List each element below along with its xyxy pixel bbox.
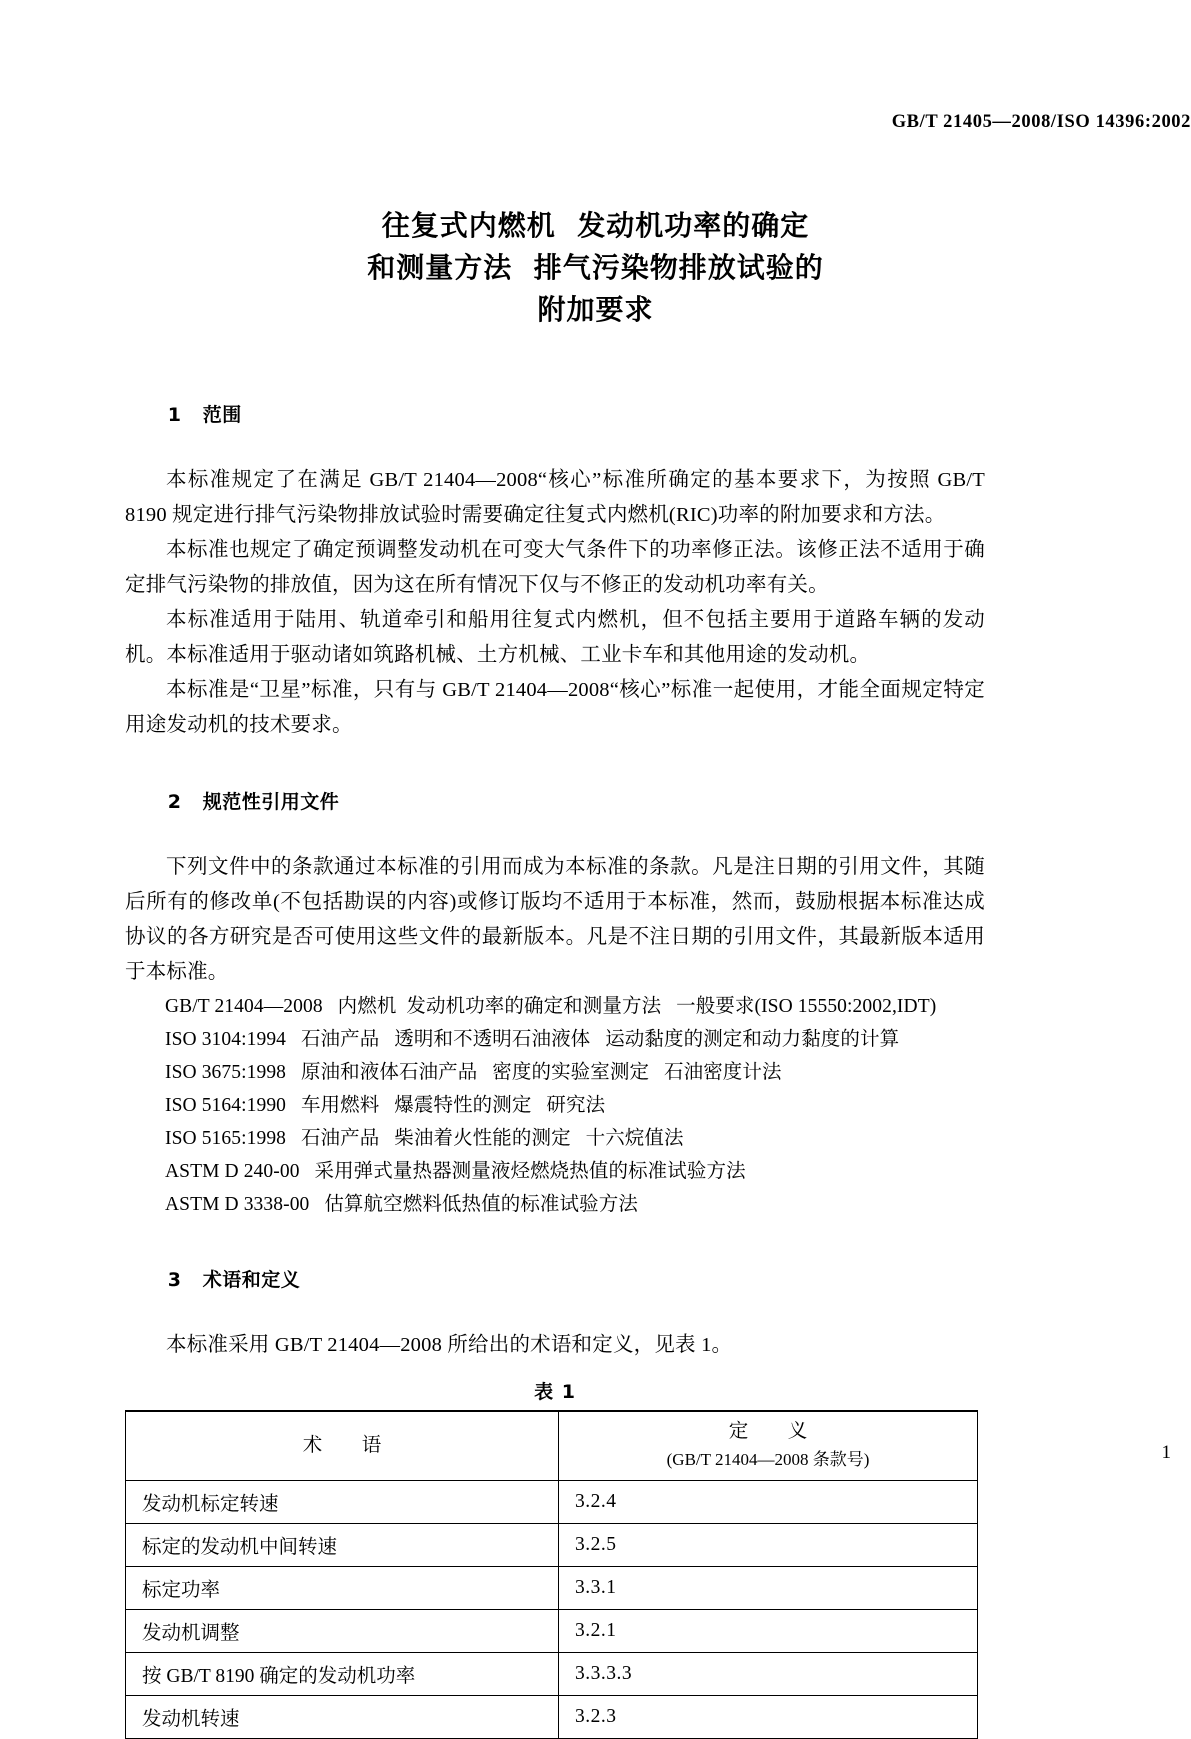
section-heading-1 [125,378,985,449]
title-line-2: 和测量方法 排气污染物排放试验的 [367,251,824,284]
table-cell-definition: 3.3.3.3 [559,1653,978,1696]
table-row [126,1567,978,1610]
table-header-row [126,1411,978,1481]
table-caption: 表 1 [534,1381,576,1403]
table-cell-term: 标定的发动机中间转速 [126,1524,559,1567]
table-cell-term: 标定功率 [126,1567,559,1610]
section-title-2: 规范性引用文件 [202,791,340,813]
section-number-3: 3 [167,1269,182,1291]
table-header-term-label: 术 语 [302,1435,392,1456]
section-heading-2 [125,765,985,836]
reference-item: ISO 5165:1998 石油产品 柴油着火性能的测定 十六烷值法 [165,1128,684,1149]
table-header-definition-label: 定 义 [728,1421,818,1442]
section-title-3: 术语和定义 [202,1269,301,1291]
table-cell-term: 发动机标定转速 [126,1481,559,1524]
paragraph: 本标准适用于陆用、轨道牵引和船用往复式内燃机，但不包括主要用于道路车辆的发动机。本标准适用于驱动诸如筑路机械、土方机械、工业卡车和其他用途的发动机。 [125,609,985,666]
normative-reference-list [125,990,985,1221]
table-row [126,1653,978,1696]
table-cell-definition: 3.2.4 [559,1481,978,1524]
reference-item: ISO 3675:1998 原油和液体石油产品 密度的实验室测定 石油密度计法 [165,1062,782,1083]
table-body [126,1481,978,1739]
paragraph: 本标准是“卫星”标准，只有与 GB/T 21404—2008“核心”标准一起使用，才能全面规定特定用途发动机的技术要求。 [125,679,985,736]
paragraph: 下列文件中的条款通过本标准的引用而成为本标准的条款。凡是注日期的引用文件，其随后所有的修改单(不包括勘误的内容)或修订版均不适用于本标准，然而，鼓励根据本标准达成协议的各方研究是否可使用这些文件的最新版本。凡是不注日期的引用文件，其最新版本适用于本标准。 [125,856,985,983]
table-cell-definition: 3.2.1 [559,1610,978,1653]
reference-item: ISO 3104:1994 石油产品 透明和不透明石油液体 运动黏度的测定和动力黏度的计算 [165,1029,900,1050]
terms-definitions-table [125,1410,978,1739]
paragraph: 本标准规定了在满足 GB/T 21404—2008“核心”标准所确定的基本要求下，为按照 GB/T 8190 规定进行排气污染物排放试验时需要确定往复式内燃机(RIC)功率的附加要求和方法。 [125,469,985,526]
section-heading-3 [125,1243,985,1314]
table-head [126,1411,978,1481]
table-header-definition [559,1411,978,1481]
section-number-2: 2 [167,791,182,813]
table-header-definition-sublabel: (GB/T 21404—2008 条款号) [666,1450,870,1469]
reference-item: ISO 5164:1990 车用燃料 爆震特性的测定 研究法 [165,1095,606,1116]
paragraph: 本标准也规定了确定预调整发动机在可变大气条件下的功率修正法。该修正法不适用于确定排气污染物的排放值，因为这在所有情况下仅与不修正的发动机功率有关。 [125,539,985,596]
page-number: 1 [1161,1442,1171,1463]
table-cell-term: 发动机调整 [126,1610,559,1653]
title-line-1: 往复式内燃机 发动机功率的确定 [381,209,810,242]
table-cell-definition: 3.3.1 [559,1567,978,1610]
standard-reference: GB/T 21405—2008/ISO 14396:2002 [891,112,1191,132]
table-row [126,1696,978,1739]
section-title-1: 范围 [202,404,242,426]
document-title [0,205,1191,331]
section-number-1: 1 [167,404,182,426]
document-body [125,378,985,1739]
title-line-3: 附加要求 [537,293,654,326]
table-header-term [126,1411,559,1481]
table-cell-term: 按 GB/T 8190 确定的发动机功率 [126,1653,559,1696]
running-header [0,112,1191,133]
table-row [126,1610,978,1653]
paragraph: 本标准采用 GB/T 21404—2008 所给出的术语和定义，见表 1。 [166,1334,733,1356]
reference-item: ASTM D 240-00 采用弹式量热器测量液烃燃烧热值的标准试验方法 [165,1161,746,1182]
table-cell-definition: 3.2.3 [559,1696,978,1739]
table-row [126,1524,978,1567]
table-cell-definition: 3.2.5 [559,1524,978,1567]
reference-item: ASTM D 3338-00 估算航空燃料低热值的标准试验方法 [165,1194,638,1215]
reference-item: GB/T 21404—2008 内燃机 发动机功率的确定和测量方法 一般要求(ISO 15550:2002,IDT) [165,996,937,1017]
table-cell-term: 发动机转速 [126,1696,559,1739]
table-row [126,1481,978,1524]
